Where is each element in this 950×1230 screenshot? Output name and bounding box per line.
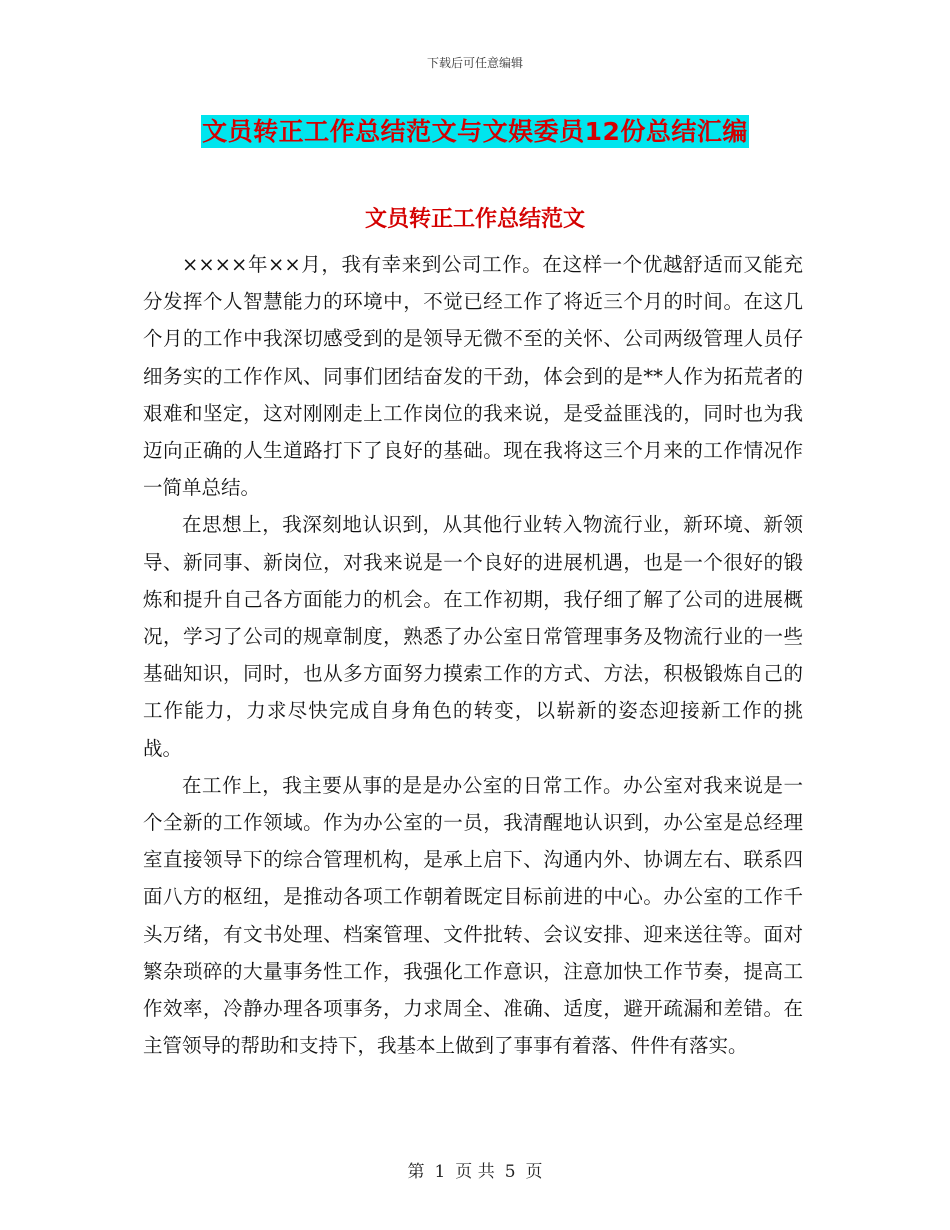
- page-total: 5: [504, 1162, 516, 1182]
- page-mid: 页 共: [455, 1162, 495, 1182]
- paragraph: ××××年××月，我有幸来到公司工作。在这样一个优越舒适而又能充分发挥个人智慧能力的环境中，不觉已经工作了将近三个月的时间。在这几个月的工作中我深切感受到的是领导无微不至的关怀、公司两级管理人员仔细务实的工作作风、同事们团结奋发的干劲，体会到的是**人作为拓荒者的艰难和坚定，这对刚刚走上工作岗位的我来说，是受益匪浅的，同时也为我迈向正确的人生道路打下了良好的基础。现在我将这三个月来的工作情况作一简单总结。: [143, 253, 803, 500]
- page-footer: [0, 1157, 950, 1182]
- header-note: 下载后可任意编辑: [426, 56, 523, 70]
- section-title: 文员转正工作总结范文: [364, 207, 585, 232]
- page-suffix: 页: [525, 1162, 543, 1182]
- page-prefix: 第: [407, 1162, 425, 1182]
- page-number: 1: [434, 1162, 446, 1182]
- document-body: [143, 246, 803, 1064]
- document-title: [0, 112, 950, 148]
- paragraph: 在思想上，我深刻地认识到，从其他行业转入物流行业，新环境、新领导、新同事、新岗位，对我来说是一个良好的进展机遇，也是一个很好的锻炼和提升自己各方面能力的机会。在工作初期，我仔细了解了公司的进展概况，学习了公司的规章制度，熟悉了办公室日常管理事务及物流行业的一些基础知识，同时，也从多方面努力摸索工作的方式、方法，积极锻炼自己的工作能力，力求尽快完成自身角色的转变，以崭新的姿态迎接新工作的挑战。: [143, 513, 803, 760]
- document-title-text: 文员转正工作总结范文与文娱委员12份总结汇编: [202, 117, 748, 146]
- paragraph: 在工作上，我主要从事的是是办公室的日常工作。办公室对我来说是一个全新的工作领域。作为办公室的一员，我清醒地认识到，办公室是总经理室直接领导下的综合管理机构，是承上启下、沟通内外、协调左右、联系四面八方的枢纽，是推动各项工作朝着既定目标前进的中心。办公室的工作千头万绪，有文书处理、档案管理、文件批转、会议安排、迎来送往等。面对繁杂琐碎的大量事务性工作，我强化工作意识，注意加快工作节奏，提高工作效率，冷静办理各项事务，力求周全、准确、适度，避开疏漏和差错。在主管领导的帮助和支持下，我基本上做到了事事有着落、件件有落实。: [143, 773, 803, 1058]
